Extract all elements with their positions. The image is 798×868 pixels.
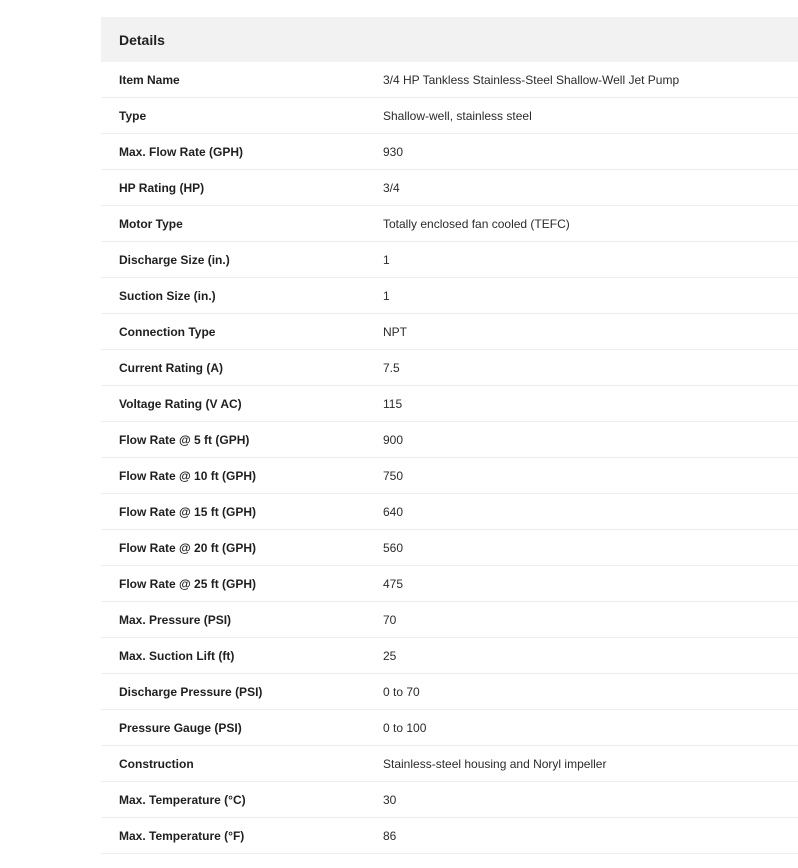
spec-row-discharge-pressure bbox=[101, 674, 798, 710]
spec-value: 640 bbox=[383, 504, 404, 519]
spec-row-type bbox=[101, 98, 798, 134]
spec-value: Totally enclosed fan cooled (TEFC) bbox=[383, 216, 570, 231]
spec-label: Discharge Size (in.) bbox=[119, 252, 230, 267]
spec-row-discharge-size bbox=[101, 242, 798, 278]
spec-label: Current Rating (A) bbox=[119, 360, 223, 375]
spec-label: Flow Rate @ 10 ft (GPH) bbox=[119, 468, 257, 483]
spec-label: Discharge Pressure (PSI) bbox=[119, 684, 263, 699]
details-header bbox=[101, 17, 798, 62]
spec-row-max-flow-rate bbox=[101, 134, 798, 170]
spec-value: Shallow-well, stainless steel bbox=[383, 108, 532, 123]
spec-value: 25 bbox=[383, 648, 397, 663]
spec-value: 86 bbox=[383, 828, 397, 843]
spec-value: NPT bbox=[383, 324, 407, 339]
spec-row-flow-rate-20ft bbox=[101, 530, 798, 566]
spec-label: Flow Rate @ 5 ft (GPH) bbox=[119, 432, 250, 447]
spec-row-item-name bbox=[101, 62, 798, 98]
spec-value: 70 bbox=[383, 612, 397, 627]
spec-row-flow-rate-15ft bbox=[101, 494, 798, 530]
spec-row-max-temperature-c bbox=[101, 782, 798, 818]
spec-value: 475 bbox=[383, 576, 404, 591]
spec-value: Stainless-steel housing and Noryl impeller bbox=[383, 756, 607, 771]
spec-row-pressure-gauge bbox=[101, 710, 798, 746]
spec-label: Motor Type bbox=[119, 216, 183, 231]
spec-label: Max. Suction Lift (ft) bbox=[119, 648, 235, 663]
spec-row-flow-rate-5ft bbox=[101, 422, 798, 458]
spec-value: 115 bbox=[383, 396, 403, 411]
spec-row-voltage-rating bbox=[101, 386, 798, 422]
spec-label: Connection Type bbox=[119, 324, 216, 339]
spec-value: 930 bbox=[383, 144, 404, 159]
spec-value: 0 to 100 bbox=[383, 720, 427, 735]
spec-row-max-temperature-f bbox=[101, 818, 798, 854]
spec-label: HP Rating (HP) bbox=[119, 180, 205, 195]
spec-label: Item Name bbox=[119, 72, 180, 87]
spec-row-flow-rate-10ft bbox=[101, 458, 798, 494]
spec-row-construction bbox=[101, 746, 798, 782]
spec-label: Max. Pressure (PSI) bbox=[119, 612, 232, 627]
spec-label: Flow Rate @ 25 ft (GPH) bbox=[119, 576, 257, 591]
spec-row-suction-size bbox=[101, 278, 798, 314]
spec-label: Max. Temperature (°F) bbox=[119, 828, 245, 843]
spec-value: 7.5 bbox=[383, 360, 400, 375]
spec-label: Voltage Rating (V AC) bbox=[119, 396, 242, 411]
spec-row-connection-type bbox=[101, 314, 798, 350]
spec-label: Max. Temperature (°C) bbox=[119, 792, 246, 807]
spec-value: 900 bbox=[383, 432, 404, 447]
spec-row-hp-rating bbox=[101, 170, 798, 206]
spec-row-motor-type bbox=[101, 206, 798, 242]
details-panel bbox=[101, 17, 798, 854]
spec-row-current-rating bbox=[101, 350, 798, 386]
spec-label: Type bbox=[119, 108, 147, 123]
spec-label: Flow Rate @ 15 ft (GPH) bbox=[119, 504, 257, 519]
details-title: Details bbox=[119, 31, 165, 48]
spec-row-max-pressure bbox=[101, 602, 798, 638]
spec-value: 1 bbox=[383, 288, 390, 303]
spec-label: Suction Size (in.) bbox=[119, 288, 216, 303]
spec-value: 560 bbox=[383, 540, 404, 555]
spec-table bbox=[101, 62, 798, 854]
spec-value: 0 to 70 bbox=[383, 684, 420, 699]
spec-label: Construction bbox=[119, 756, 194, 771]
spec-value: 1 bbox=[383, 252, 390, 267]
spec-label: Flow Rate @ 20 ft (GPH) bbox=[119, 540, 257, 555]
spec-value: 3/4 bbox=[383, 180, 400, 195]
spec-row-flow-rate-25ft bbox=[101, 566, 798, 602]
spec-label: Max. Flow Rate (GPH) bbox=[119, 144, 244, 159]
spec-value: 750 bbox=[383, 468, 404, 483]
spec-value: 30 bbox=[383, 792, 397, 807]
spec-row-max-suction-lift bbox=[101, 638, 798, 674]
spec-value: 3/4 HP Tankless Stainless-Steel Shallow-Well Jet Pump bbox=[383, 72, 680, 87]
spec-label: Pressure Gauge (PSI) bbox=[119, 720, 242, 735]
